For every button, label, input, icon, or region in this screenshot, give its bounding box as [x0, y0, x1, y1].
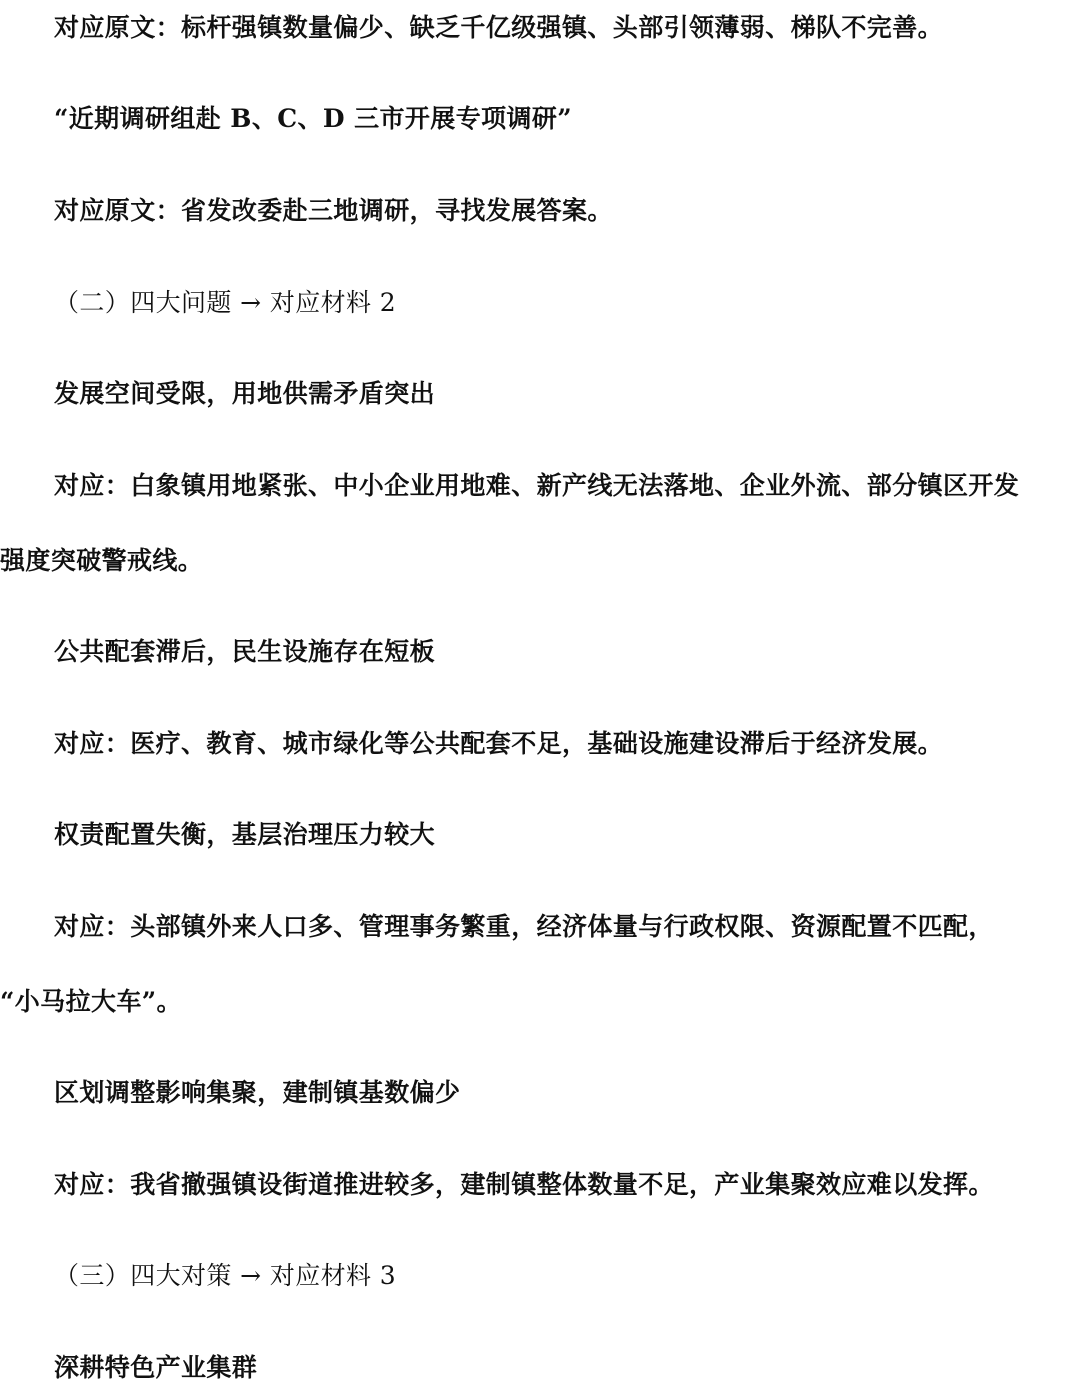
- problem-detail-public-facilities: 对应：医疗、教育、城市绿化等公共配套不足，基础设施建设滞后于经济发展。: [54, 729, 944, 758]
- problem-title-zoning-adjustment: 区划调整影响集聚，建制镇基数偏少: [54, 1078, 461, 1107]
- countermeasure-title-industry-cluster: 深耕特色产业集群: [54, 1353, 258, 1382]
- paragraph-original-text-benchmark-towns: 对应原文：标杆强镇数量偏少、缺乏千亿级强镇、头部引领薄弱、梯队不完善。: [54, 13, 944, 42]
- problem-detail-power-responsibility-line1: 对应：头部镇外来人口多、管理事务繁重，经济体量与行政权限、资源配置不匹配，: [54, 912, 994, 941]
- problem-title-power-responsibility: 权责配置失衡，基层治理压力较大: [54, 820, 436, 849]
- problem-detail-zoning-adjustment: 对应：我省撤强镇设街道推进较多，建制镇整体数量不足，产业集聚效应难以发挥。: [54, 1170, 994, 1199]
- problem-detail-land-space-line2: 强度突破警戒线。: [0, 546, 204, 575]
- problem-title-public-facilities: 公共配套滞后，民生设施存在短板: [54, 637, 436, 666]
- section-heading-four-problems: （二）四大问题 → 对应材料 2: [54, 288, 397, 317]
- problem-title-land-space: 发展空间受限，用地供需矛盾突出: [54, 379, 436, 408]
- section-heading-four-countermeasures: （三）四大对策 → 对应材料 3: [54, 1261, 397, 1290]
- problem-detail-land-space-line1: 对应：白象镇用地紧张、中小企业用地难、新产线无法落地、企业外流、部分镇区开发: [54, 471, 1020, 500]
- paragraph-quote-research-group: “近期调研组赴 B、C、D 三市开展专项调研”: [54, 104, 573, 133]
- paragraph-original-text-research-trip: 对应原文：省发改委赴三地调研，寻找发展答案。: [54, 196, 613, 225]
- problem-detail-power-responsibility-line2: “小马拉大车”。: [0, 987, 182, 1016]
